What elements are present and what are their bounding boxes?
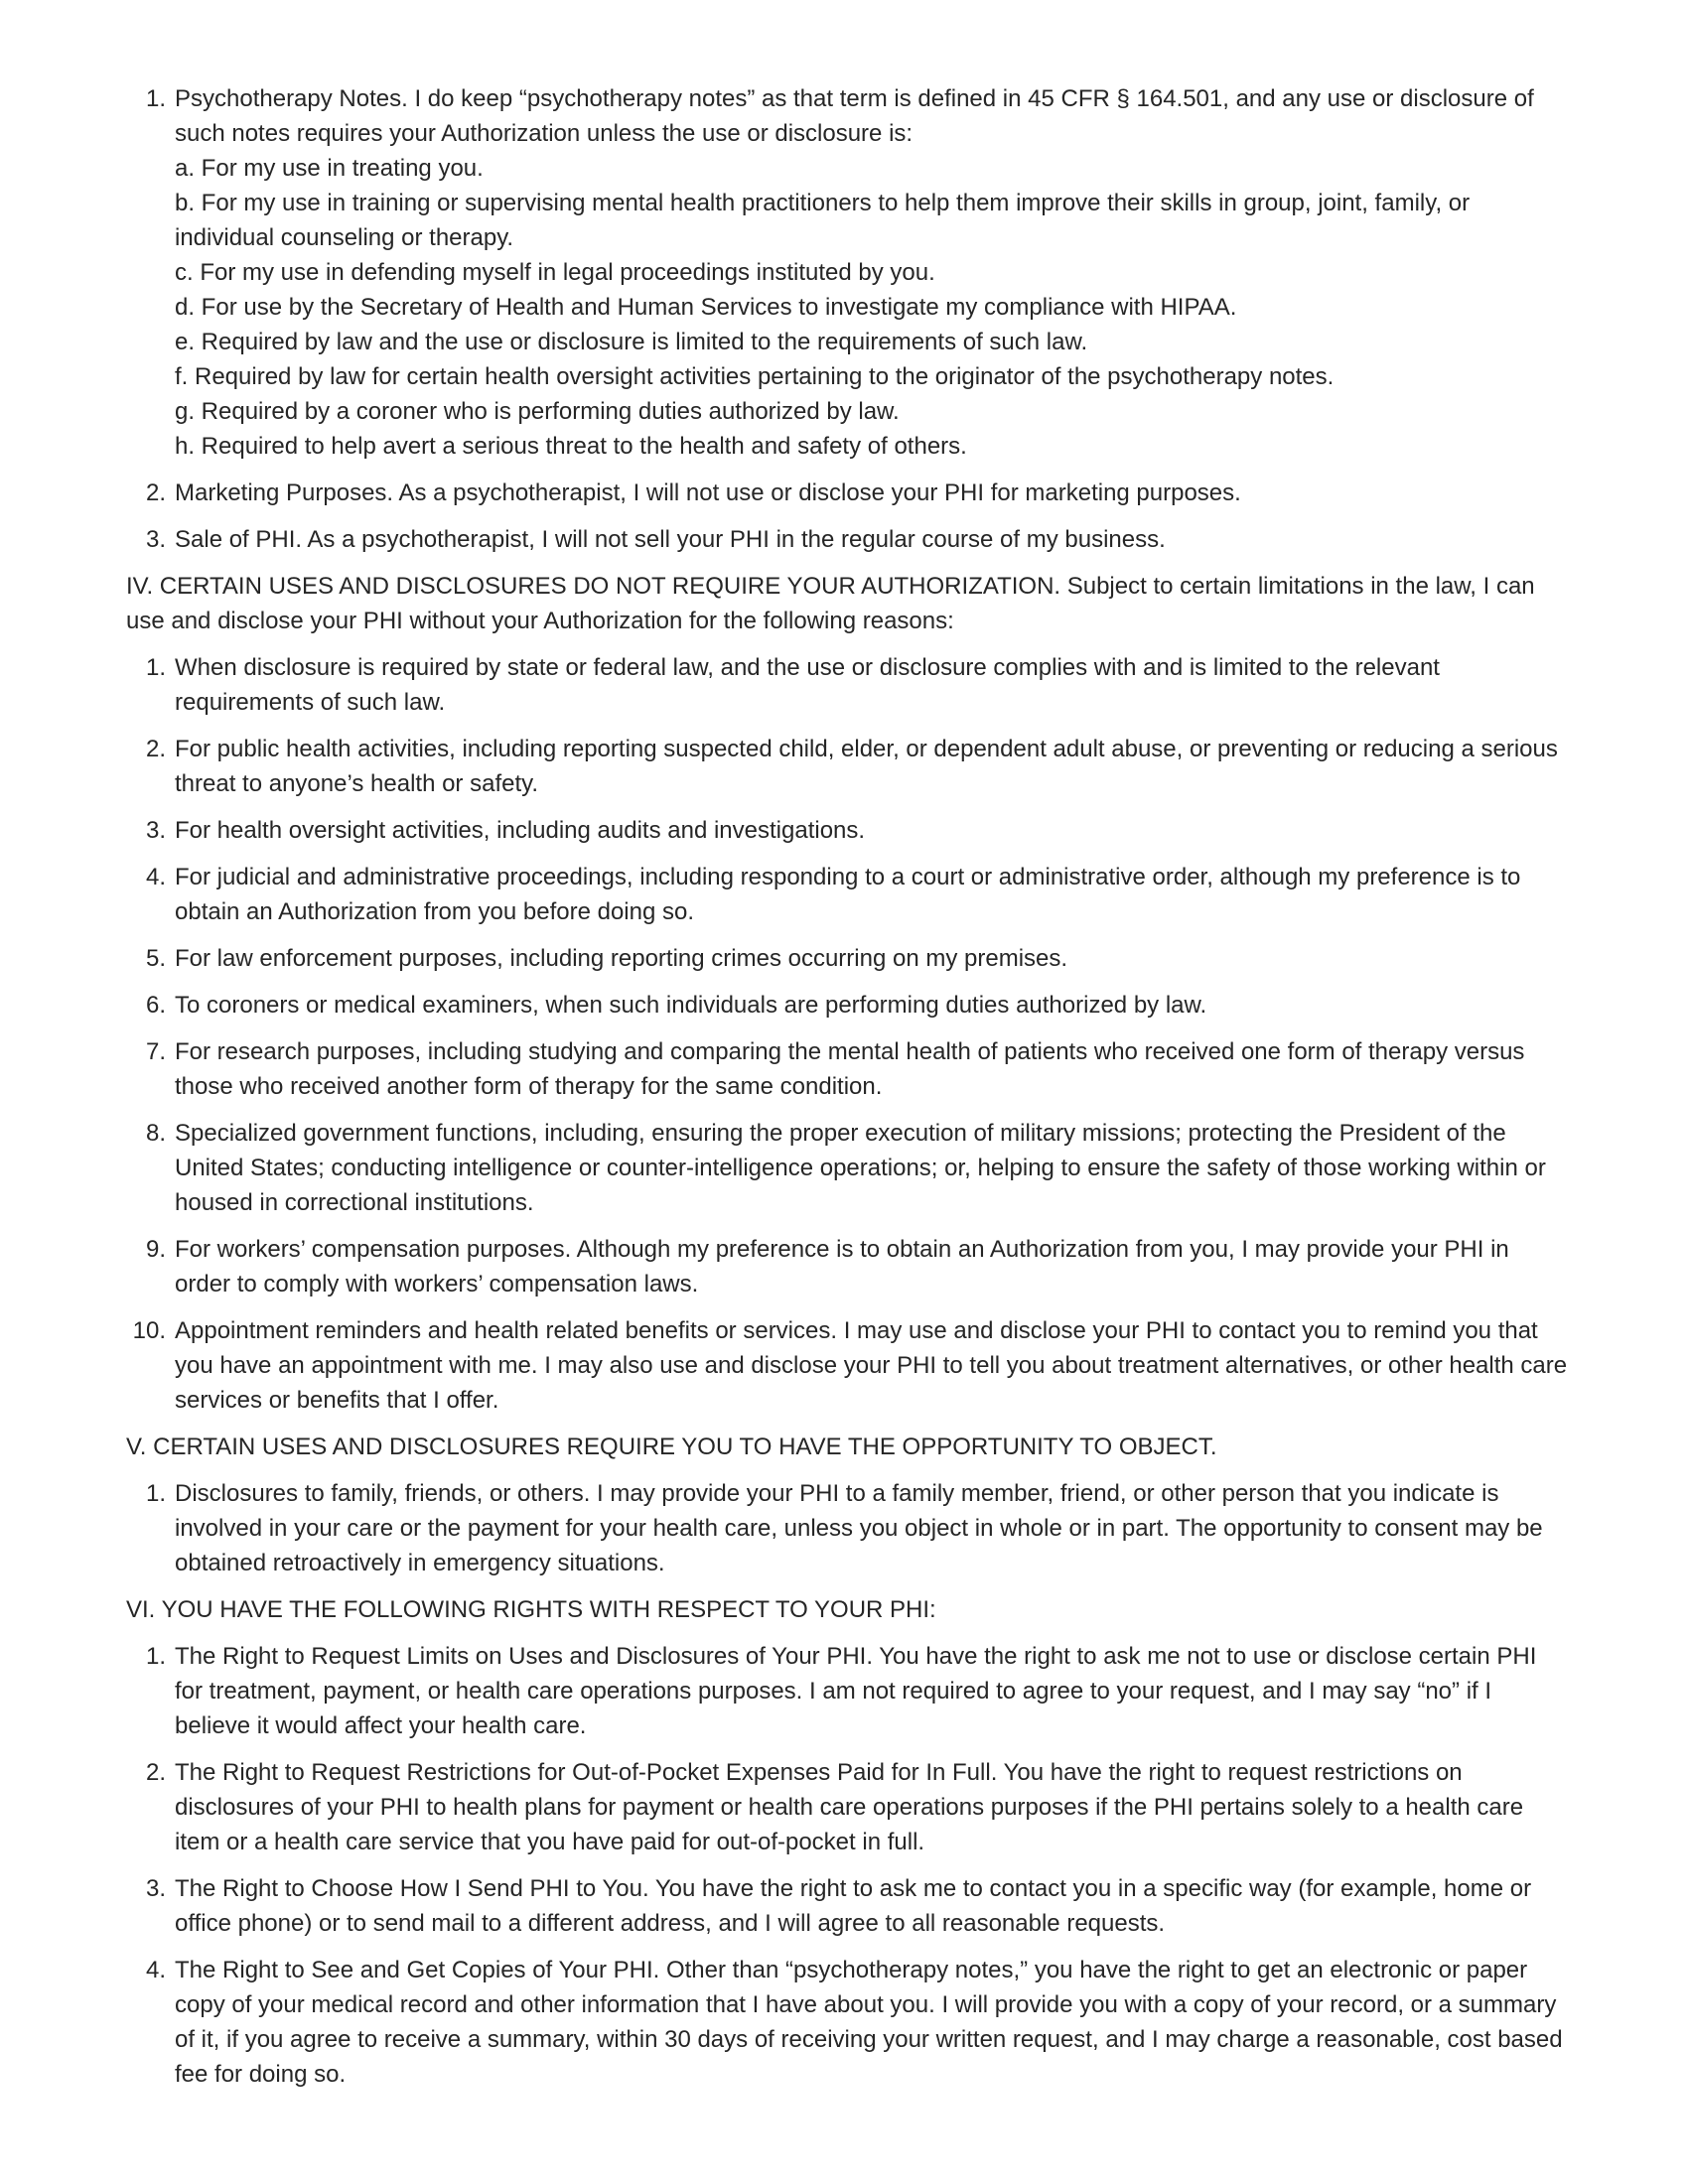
item-number: 4.	[145, 864, 166, 890]
item-text: Appointment reminders and health related benefits or services. I may use and disclose your PHI to contact you to remind you that you have an appointment with me. I may also use and disclose your PHI to tell you about treatment alternatives, or other health care services or benefits that I offer.	[175, 1317, 1568, 1414]
list-item	[126, 1953, 1569, 2092]
sub-item-b: b. For my use in training or supervising mental health practitioners to help them improve their skills in group, joint, family, or individual counseling or therapy.	[175, 190, 1471, 251]
list-item	[126, 1313, 1569, 1418]
list-item	[126, 1116, 1569, 1220]
item-number: 1.	[145, 85, 166, 112]
item-text: To coroners or medical examiners, when such individuals are performing duties authorized by law.	[175, 992, 1207, 1019]
list-item	[126, 650, 1569, 720]
item-text: For law enforcement purposes, including reporting crimes occurring on my premises.	[175, 945, 1068, 972]
list-item	[126, 1476, 1569, 1580]
item-text: The Right to See and Get Copies of Your PHI. Other than “psychotherapy notes,” you have the right to get an electronic or paper copy of your medical record and other information that I have about you. I will provide you with a copy of your record, or a summary of it, if you agree to receive a summary, within 30 days of receiving your written request, and I may charge a reasonable, cost based fee for doing so.	[175, 1957, 1563, 2088]
list-item	[126, 813, 1569, 848]
item-text	[175, 81, 1569, 464]
item-number: 6.	[145, 992, 166, 1019]
list-item	[126, 1755, 1569, 1859]
sub-item-c: c. For my use in defending myself in legal proceedings instituted by you.	[175, 259, 935, 286]
sub-item-f: f. Required by law for certain health oversight activities pertaining to the originator of the psychotherapy notes.	[175, 363, 1335, 390]
list-item	[126, 476, 1569, 510]
sub-item-g: g. Required by a coroner who is performing duties authorized by law.	[175, 398, 900, 425]
item-number: 1.	[145, 1480, 166, 1507]
list-item	[126, 1232, 1569, 1301]
item-number: 2.	[145, 479, 166, 506]
item-text: Sale of PHI. As a psychotherapist, I will not sell your PHI in the regular course of my business.	[175, 526, 1166, 553]
sub-item-e: e. Required by law and the use or disclosure is limited to the requirements of such law.	[175, 329, 1088, 355]
list-item	[126, 1639, 1569, 1743]
item-number: 3.	[145, 526, 166, 553]
item-text: For workers’ compensation purposes. Although my preference is to obtain an Authorization from you, I may provide your PHI in order to comply with workers’ compensation laws.	[175, 1236, 1509, 1297]
item-number: 8.	[145, 1120, 166, 1147]
section-heading-vi: VI. YOU HAVE THE FOLLOWING RIGHTS WITH RESPECT TO YOUR PHI:	[126, 1596, 936, 1623]
sub-item-h: h. Required to help avert a serious threat to the health and safety of others.	[175, 433, 967, 460]
item-text: For research purposes, including studying and comparing the mental health of patients who received one form of therapy versus those who received another form of therapy for the same condition.	[175, 1038, 1525, 1100]
list-item	[126, 1871, 1569, 1941]
item-number: 5.	[145, 945, 166, 972]
section-heading-v: V. CERTAIN USES AND DISCLOSURES REQUIRE YOU TO HAVE THE OPPORTUNITY TO OBJECT.	[126, 1433, 1217, 1460]
item-text: For public health activities, including reporting suspected child, elder, or dependent adult abuse, or preventing or reducing a serious threat to anyone’s health or safety.	[175, 736, 1558, 797]
item-number: 4.	[145, 1957, 166, 1983]
item-text: The Right to Choose How I Send PHI to You. You have the right to ask me to contact you in a specific way (for example, home or office phone) or to send mail to a different address, and I will agree to all reasonable requests.	[175, 1875, 1532, 1937]
list-item	[126, 522, 1569, 557]
item-number: 1.	[145, 654, 166, 681]
list-item	[126, 732, 1569, 801]
item-text: Disclosures to family, friends, or others. I may provide your PHI to a family member, friend, or other person that you indicate is involved in your care or the payment for your health care, unless you object in whole or in part. The opportunity to consent may be obtained retroactively in emergency situations.	[175, 1480, 1543, 1576]
item-number: 9.	[145, 1236, 166, 1263]
item-paragraph: Psychotherapy Notes. I do keep “psychotherapy notes” as that term is defined in 45 CFR § 164.501, and any use or disclosure of such notes requires your Authorization unless the use or disclosure is:	[175, 85, 1534, 147]
item-text: The Right to Request Limits on Uses and Disclosures of Your PHI. You have the right to ask me not to use or disclose certain PHI for treatment, payment, or health care operations purposes. I am not required to agree to your request, and I may say “no” if I believe it would affect your health care.	[175, 1643, 1537, 1739]
item-number: 2.	[145, 1759, 166, 1786]
list-item	[126, 988, 1569, 1023]
item-number: 7.	[145, 1038, 166, 1065]
item-text: When disclosure is required by state or federal law, and the use or disclosure complies with and is limited to the relevant requirements of such law.	[175, 654, 1440, 716]
sub-item-d: d. For use by the Secretary of Health and Human Services to investigate my compliance with HIPAA.	[175, 294, 1237, 321]
item-text: Marketing Purposes. As a psychotherapist, I will not use or disclose your PHI for marketing purposes.	[175, 479, 1241, 506]
list-item	[126, 860, 1569, 929]
list-item	[126, 81, 1569, 464]
item-number: 1.	[145, 1643, 166, 1670]
item-text: The Right to Request Restrictions for Out-of-Pocket Expenses Paid for In Full. You have the right to request restrictions on disclosures of your PHI to health plans for payment or health care operations purposes if the PHI pertains solely to a health care item or a health care service that you have paid for out-of-pocket in full.	[175, 1759, 1524, 1855]
item-number: 2.	[145, 736, 166, 762]
list-item	[126, 941, 1569, 976]
item-text: Specialized government functions, including, ensuring the proper execution of military missions; protecting the President of the United States; conducting intelligence or counter-intelligence operations; or, helping to ensure the safety of those working within or housed in correctional institutions.	[175, 1120, 1546, 1216]
section-heading-iv: IV. CERTAIN USES AND DISCLOSURES DO NOT REQUIRE YOUR AUTHORIZATION. Subject to certain limitations in the law, I can use and disclose your PHI without your Authorization for the following reasons:	[126, 573, 1535, 634]
item-text: For health oversight activities, including audits and investigations.	[175, 817, 866, 844]
item-number: 10.	[132, 1317, 166, 1344]
item-number: 3.	[145, 1875, 166, 1902]
sub-item-a: a. For my use in treating you.	[175, 155, 484, 182]
item-text: For judicial and administrative proceedings, including responding to a court or administrative order, although my preference is to obtain an Authorization from you before doing so.	[175, 864, 1521, 925]
item-number: 3.	[145, 817, 166, 844]
list-item	[126, 1034, 1569, 1104]
